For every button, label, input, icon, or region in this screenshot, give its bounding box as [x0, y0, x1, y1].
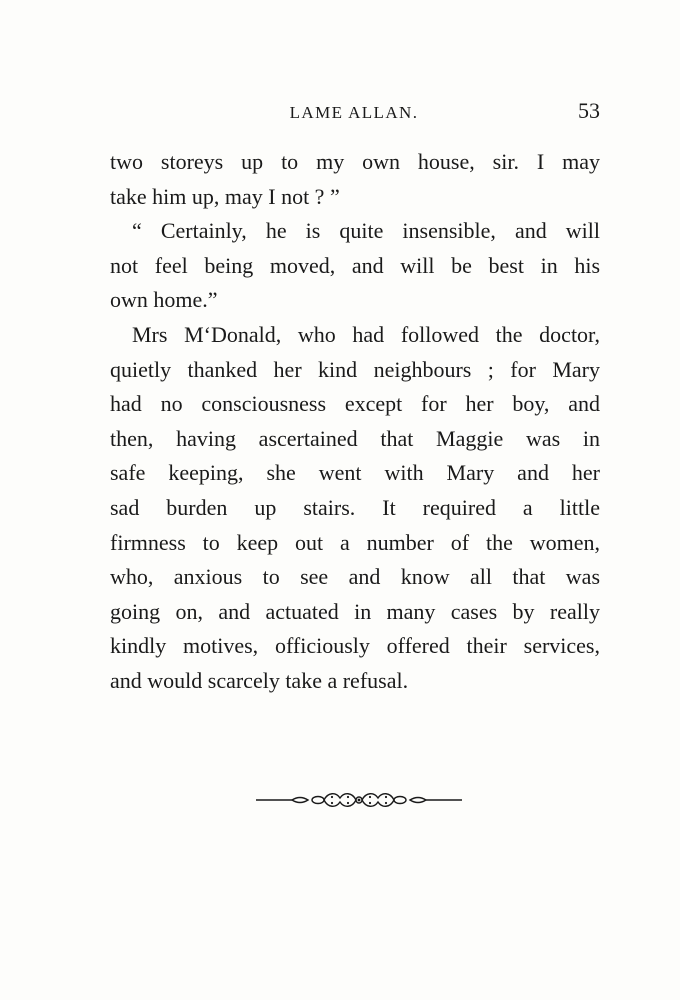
text-line: firmness to keep out a number of the women,	[110, 529, 600, 555]
text-line: safe keeping, she went with Mary and her	[110, 460, 600, 486]
text-line: two storeys up to my own house, sir. I may	[110, 149, 600, 174]
text-line: “ Certainly, he is quite insensible, and will	[132, 218, 600, 244]
text-line: who, anxious to see and know all that was	[110, 564, 600, 590]
running-head	[108, 100, 600, 126]
text-line: own home.”	[110, 287, 218, 313]
text-line: not feel being moved, and will be best in his	[110, 252, 600, 278]
text-line: going on, and actuated in many cases by really	[110, 598, 600, 624]
text-line: and would scarcely take a refusal.	[110, 667, 409, 693]
text-line: sad burden up stairs. It required a little	[110, 494, 600, 520]
text-line: take him up, may I not ? ”	[110, 183, 340, 209]
text-line: then, having ascertained that Maggie was in	[110, 425, 600, 451]
running-title: LAME ALLAN.	[289, 103, 419, 122]
text-line: Mrs M‘Donald, who had followed the doctor,	[132, 321, 600, 347]
text-line: quietly thanked her kind neighbours ; for Mary	[110, 356, 600, 382]
text-line: had no consciousness except for her boy, and	[110, 391, 600, 417]
body-text	[110, 145, 600, 699]
text-line: kindly motives, officiously offered their services,	[110, 633, 600, 659]
page-number: 53	[578, 98, 600, 123]
tailpiece-ornament-icon	[256, 788, 462, 812]
